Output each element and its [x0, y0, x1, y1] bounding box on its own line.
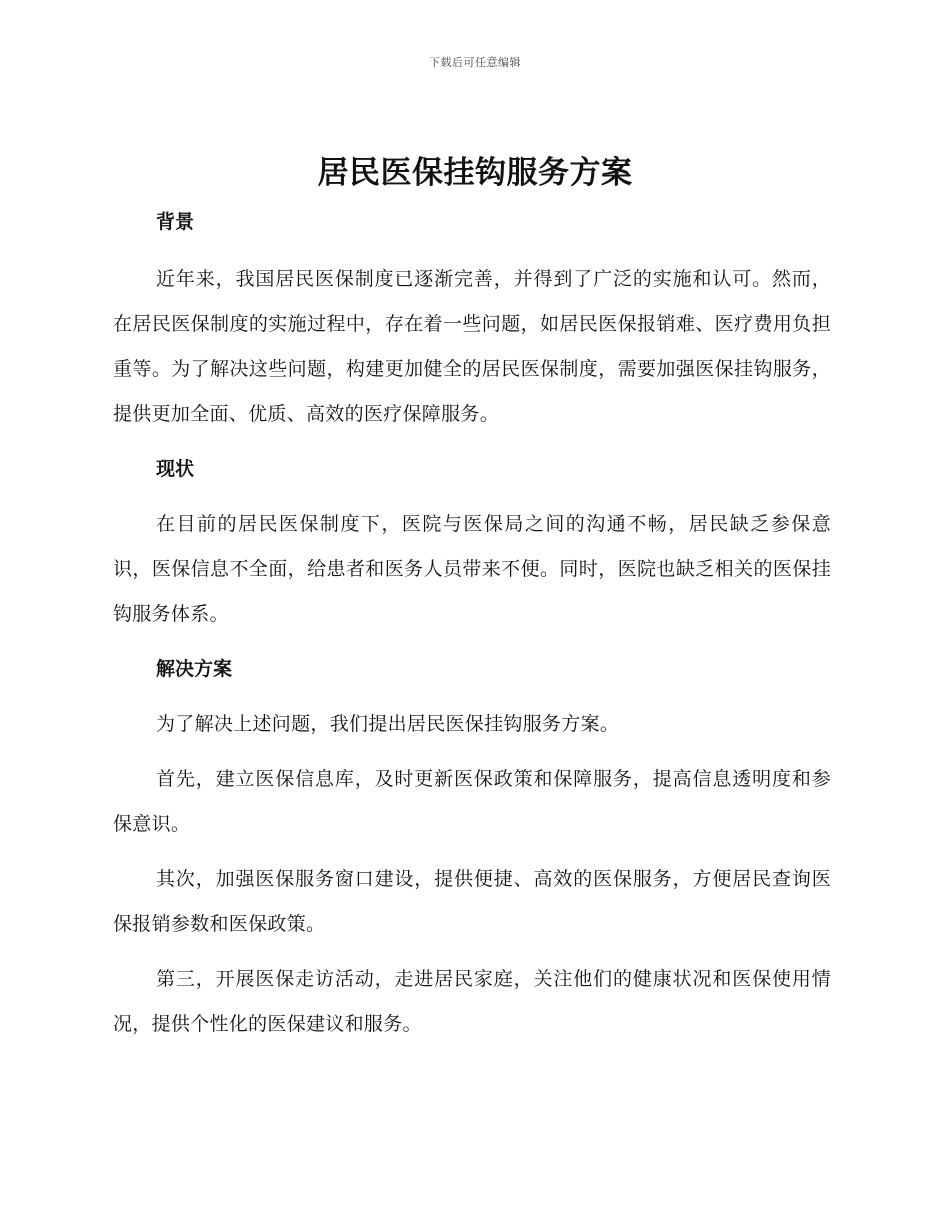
paragraph-background: 近年来，我国居民医保制度已逐渐完善，并得到了广泛的实施和认可。然而，在居民医保制度的实施过程中，存在着一些问题，如居民医保报销难、医疗费用负担重等。为了解决这些问题，构建更加健全的居民医保制度，需要加强医保挂钩服务，提供更加全面、优质、高效的医疗保障服务。: [113, 268, 831, 425]
paragraph-solution-third: 第三，开展医保走访活动，走进居民家庭，关注他们的健康状况和医保使用情况，提供个性化的医保建议和服务。: [113, 968, 831, 1035]
paragraph-solution-second: 其次，加强医保服务窗口建设，提供便捷、高效的医保服务，方便居民查询医保报销参数和医保政策。: [113, 868, 831, 935]
section-heading-solution: 解决方案: [156, 658, 233, 680]
paragraph-solution-intro: 为了解决上述问题，我们提出居民医保挂钩服务方案。: [156, 713, 620, 735]
document-body: [113, 200, 831, 1047]
paragraph-status: 在目前的居民医保制度下，医院与医保局之间的沟通不畅，居民缺乏参保意识，医保信息不全面，给患者和医务人员带来不便。同时，医院也缺乏相关的医保挂钩服务体系。: [113, 513, 831, 625]
section-heading-background: 背景: [156, 211, 195, 233]
section-heading-status: 现状: [156, 458, 195, 480]
document-title: 居民医保挂钩服务方案: [317, 155, 633, 191]
header-note: 下载后可任意编辑: [429, 56, 521, 69]
paragraph-solution-first: 首先，建立医保信息库，及时更新医保政策和保障服务，提高信息透明度和参保意识。: [113, 768, 831, 835]
